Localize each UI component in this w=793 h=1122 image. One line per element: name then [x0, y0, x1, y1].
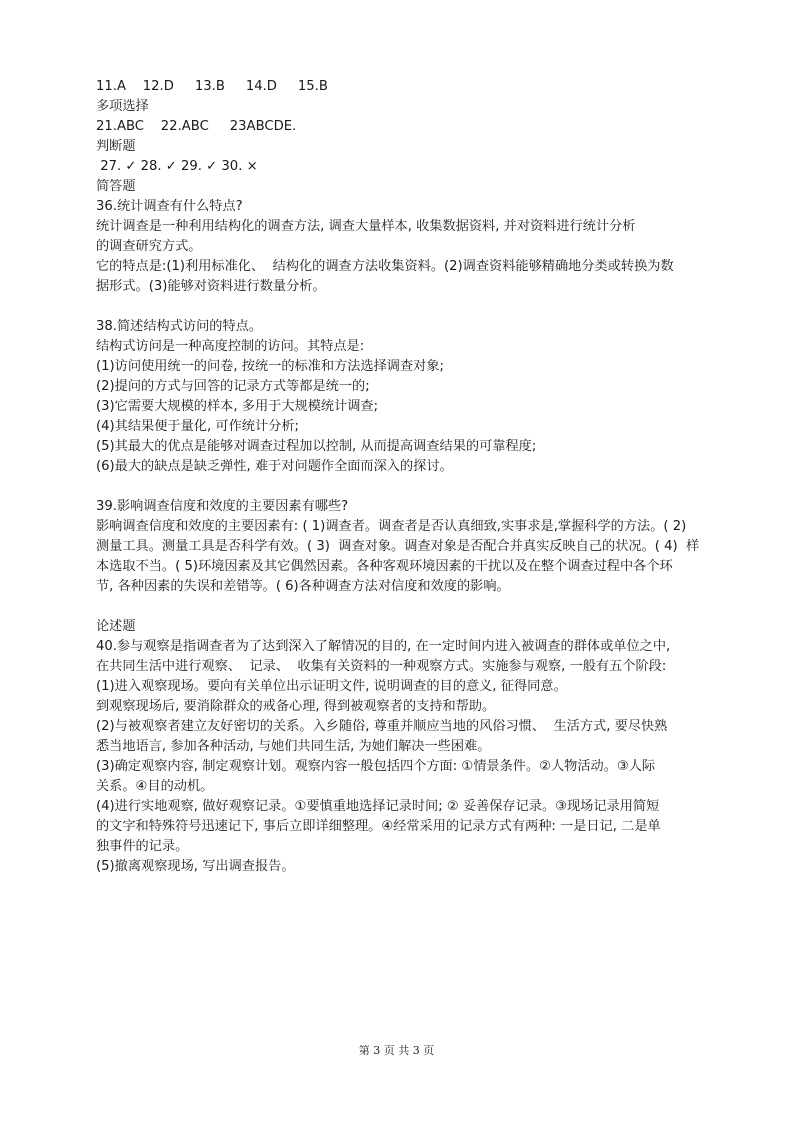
essay-line: (5)撤离观察现场, 写出调查报告。 — [96, 859, 295, 874]
q38-line: (4)其结果便于量化, 可作统计分析; — [96, 419, 299, 434]
q36-line: 据形式。(3)能够对资料进行数量分析。 — [96, 279, 326, 294]
essay-line: 独事件的记录。 — [96, 839, 189, 854]
single-choice-answers: 11.A 12.D 13.B 14.D 15.B — [96, 79, 328, 94]
essay-line: (1)进入观察现场。要向有关单位出示证明文件, 说明调查的目的意义, 征得同意。 — [96, 679, 567, 694]
essay-line: 的文字和特殊符号迅速记下, 事后立即详细整理。④经常采用的记录方式有两种: 一是日记, 二是单 — [96, 819, 661, 834]
essay-line: (4)进行实地观察, 做好观察记录。①要慎重地选择记录时间; ② 妥善保存记录。③现场记录用简短 — [96, 799, 660, 814]
page-number-footer: 第 3 页 共 3 页 — [358, 1044, 435, 1057]
essay-line: 在共同生活中进行观察、 记录、 收集有关资料的一种观察方式。实施参与观察, 一般有五个阶段: — [96, 659, 667, 674]
essay-heading: 论述题 — [96, 619, 136, 634]
essay-line: (3)确定观察内容, 制定观察计划。观察内容一般包括四个方面: ①情景条件。②人物活动。③人际 — [96, 759, 656, 774]
q38-line: (6)最大的缺点是缺乏弹性, 难于对问题作全面而深入的探讨。 — [96, 459, 453, 474]
essay-line: (2)与被观察者建立友好密切的关系。入乡随俗, 尊重并顺应当地的风俗习惯、 生活方式, 要尽快熟 — [96, 719, 668, 734]
q39-title: 39.影响调查信度和效度的主要因素有哪些? — [96, 499, 349, 514]
q36-line: 它的特点是:(1)利用标准化、 结构化的调查方法收集资料。(2)调查资料能够精确地分类或转换为数 — [96, 259, 674, 274]
q38-line: 结构式访问是一种高度控制的访问。其特点是: — [96, 339, 365, 354]
q39-line: 测量工具。测量工具是否科学有效。( 3) 调查对象。调查对象是否配合并真实反映自己的状况。( 4) 样 — [96, 539, 700, 554]
spacer — [96, 477, 706, 497]
q38-title: 38.简述结构式访问的特点。 — [96, 319, 263, 334]
short-answer-heading: 简答题 — [96, 179, 136, 194]
essay-line: 到观察现场后, 要消除群众的戒备心理, 得到被观察者的支持和帮助。 — [96, 699, 496, 714]
q38-line: (3)它需要大规模的样本, 多用于大规模统计调查; — [96, 399, 379, 414]
q36-line: 统计调查是一种利用结构化的调查方法, 调查大量样本, 收集数据资料, 并对资料进行统计分析 — [96, 219, 636, 234]
q36-title: 36.统计调查有什么特点? — [96, 199, 243, 214]
q38-line: (1)访问使用统一的问卷, 按统一的标准和方法选择调查对象; — [96, 359, 445, 374]
q38-line: (2)提问的方式与回答的记录方式等都是统一的; — [96, 379, 370, 394]
essay-line: 关系。④目的动机。 — [96, 779, 214, 794]
multi-choice-answers: 21.ABC 22.ABC 23ABCDE. — [96, 119, 297, 134]
judge-answers: 27. ✓ 28. ✓ 29. ✓ 30. × — [96, 159, 258, 174]
multi-choice-heading: 多项选择 — [96, 99, 149, 114]
document-body — [96, 77, 706, 877]
q38-line: (5)其最大的优点是能够对调查过程加以控制, 从而提高调查结果的可靠程度; — [96, 439, 537, 454]
q39-line: 影响调查信度和效度的主要因素有: ( 1)调查者。调查者是否认真细致,实事求是,掌握科学的方法。( 2) — [96, 519, 687, 534]
q39-line: 本选取不当。( 5)环境因素及其它偶然因素。各种客观环境因素的干扰以及在整个调查过程中各个环 — [96, 559, 673, 574]
spacer — [96, 297, 706, 317]
q36-line: 的调查研究方式。 — [96, 239, 202, 254]
essay-line: 悉当地语言, 参加各种活动, 与她们共同生活, 为她们解决一些困难。 — [96, 739, 491, 754]
judge-heading: 判断题 — [96, 139, 136, 154]
q39-line: 节, 各种因素的失误和差错等。( 6)各种调查方法对信度和效度的影响。 — [96, 579, 510, 594]
spacer — [96, 597, 706, 617]
essay-line: 40.参与观察是指调查者为了达到深入了解情况的目的, 在一定时间内进入被调查的群体或单位之中, — [96, 639, 671, 654]
